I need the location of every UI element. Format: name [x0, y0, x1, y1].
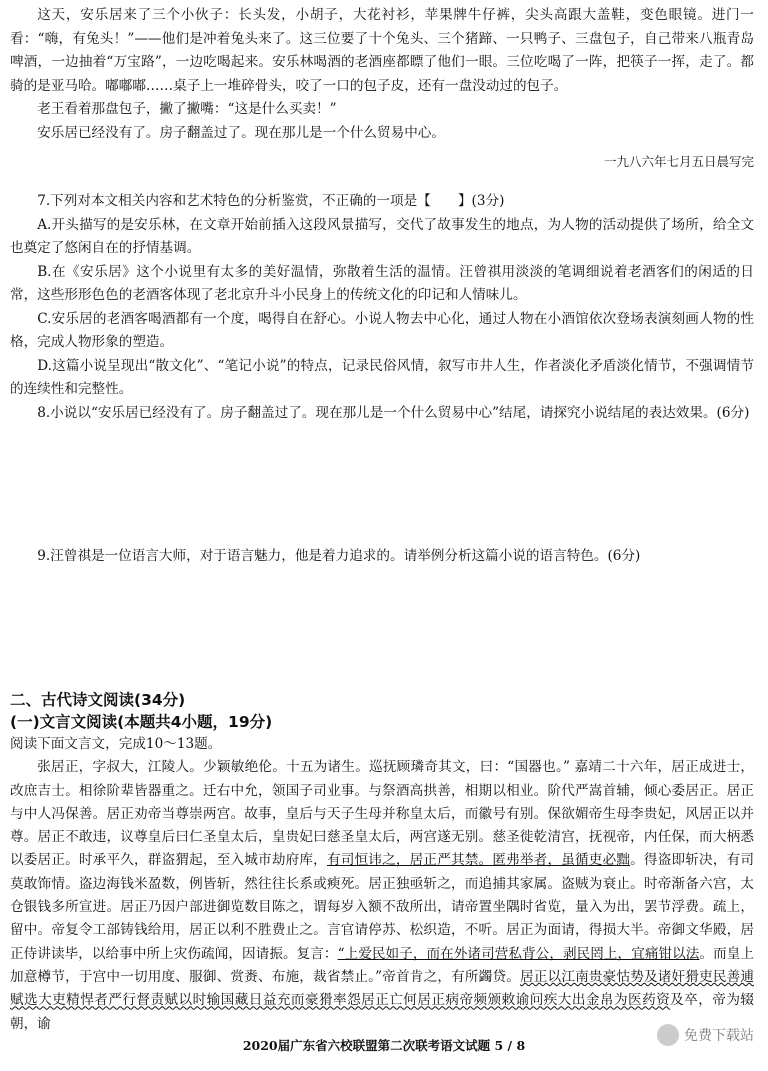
page-footer: 2020届广东省六校联盟第二次联考语文试题 5 / 8: [242, 1038, 526, 1053]
question-7: 7.下列对本文相关内容和艺术特色的分析鉴赏，不正确的一项是【 】(3分): [37, 193, 505, 209]
watermark: [657, 1024, 754, 1046]
questions-block: [10, 190, 754, 425]
underlined-sentence: 有司恒讳之，居正严其禁。匿弗举者，虽循吏必黜: [326, 852, 631, 869]
story-paragraph: 安乐居已经没有了。房子翻盖过了。现在那儿是一个什么贸易中心。: [37, 124, 445, 141]
option-d: D.这篇小说呈现出“散文化”、“笔记小说”的特点，记录民俗风情，叙写市井人生，作者淡化矛盾淡化情节，不强调情节的连续性和完整性。: [10, 357, 754, 397]
underlined-sentence: “上爱民如子，而在外诸司营私背公，剥民罔上，宜痛钳以法: [337, 945, 700, 962]
text-segment: 及卒，帝为辍朝，谕: [10, 992, 754, 1032]
section-subtitle: (一)文言文阅读(本题共4小题，19分): [10, 713, 273, 731]
text-segment: 。而皇上加意樽节，于宫中一切用度、服御、赏赉、布施，裁省禁止。”帝首肯之，有所蠲贷。: [10, 945, 755, 985]
question-9-block: [10, 545, 754, 569]
classical-text-block: [10, 733, 754, 1036]
question-8: 8.小说以“安乐居已经没有了。房子翻盖过了。现在那儿是一个什么贸易中心”结尾，请探究小说结尾的表达效果。(6分): [37, 404, 750, 421]
text-segment: 张居正，字叔大，江陵人。少颖敏绝伦。十五为诸生。巡抚顾璘奇其文，曰：“国器也。” 嘉靖二十六年，居正成进士，改庶吉士。相徐阶辈皆器重之。迁右中允，领国子司业事。与祭酒高拱善，相期以相业。阶代严嵩首辅，倾心委居正。居正与中人冯保善。居正劝帝当尊崇两宫。故事，皇后与天子生母并称皇太后，而徽号有别。保欲媚帝生母李贵妃，风居正以并尊。居正不敢违，议尊皇后曰仁圣皇太后，皇贵妃曰慈圣皇太后，两宫遂无别。慈圣徙乾清宫，抚视帝，内任保，而大柄悉以委居正。时承平久，群盗猬起，至入城市劫府库，: [10, 759, 754, 869]
instruction: 阅读下面文言文，完成10～13题。: [10, 736, 222, 752]
story-paragraph: 老王看着那盘包子，撇了撇嘴：“这是什么买卖！”: [37, 101, 337, 117]
story-signature: 一九八六年七月五日晨写完: [603, 154, 754, 169]
wavy-underlined-passage: 居正以江南贵豪怙势及诸奸猾吏民善逋赋选大吏精悍者严行督责赋以时输国藏日益充而豪猾率怨居正亡何居正病帝频颁敕谕问疾大出金帛为医药资: [10, 968, 754, 1009]
watermark-logo-icon: [657, 1024, 679, 1046]
question-9: 9.汪曾祺是一位语言大师，对于语言魅力，他是着力追求的。请举例分析这篇小说的语言特色。(6分): [37, 548, 641, 564]
story-ending: [10, 4, 754, 145]
classical-text: [10, 756, 754, 1036]
story-paragraph: 这天，安乐居来了三个小伙子：长头发，小胡子，大花衬衫，苹果牌牛仔裤，尖头高跟大盖鞋，变色眼镜。进门一看：“嗨，有兔头！”——他们是冲着兔头来了。这三位要了十个兔头、三个猪蹄、一只鸭子、三盘包子，自己带来八瓶青岛啤酒，一边抽着“万宝路”，一边吃喝起来。安乐林喝酒的老酒座都瞟了他们一眼。三位吃喝了一阵，把筷子一挥，走了。都骑的是亚马哈。嘟嘟嘟……桌子上一堆碎骨头，咬了一口的包子皮，还有一盘没动过的包子。: [10, 7, 754, 94]
option-b: B.在《安乐居》这个小说里有太多的美好温情，弥散着生活的温情。汪曾祺用淡淡的笔调细说着老酒客们的闲适的日常，这些形形色色的老酒客体现了老北京升斗小民身上的传统文化的印记和人情味儿。: [10, 263, 754, 303]
watermark-text: 免费下载站: [684, 1028, 754, 1044]
text-segment: 。得盗即斩决，有司莫敢饰情。盗边海钱米盈数，例皆斩，然往往长系或瘐死。居正独亟斩之，而追捕其家属。盗贼为衰止。时帝渐备六宫，太仓银钱多所宣进。居正乃因户部进御览数目陈之，谓每岁入额不敌所出，请帝置坐隅时省览，量入为出，罢节浮费。疏上，留中。帝复令工部铸钱给用，居正以利不胜费止之。言官请停苏、松织造，不听。居正为面请，得损大半。帝御文华殿，居正侍讲读毕，以给事中所上灾伤疏闻，因请振。复言：: [10, 852, 754, 962]
option-c: C.安乐居的老酒客喝酒都有一个度，喝得自在舒心。小说人物去中心化，通过人物在小酒馆依次登场表演刻画人物的性格，完成人物形象的塑造。: [10, 310, 754, 350]
option-a: A.开头描写的是安乐林，在文章开始前插入这段风景描写，交代了故事发生的地点，为人物的活动提供了场所，给全文也奠定了悠闲自在的抒情基调。: [10, 216, 754, 256]
section-title: 二、古代诗文阅读(34分): [10, 691, 186, 709]
